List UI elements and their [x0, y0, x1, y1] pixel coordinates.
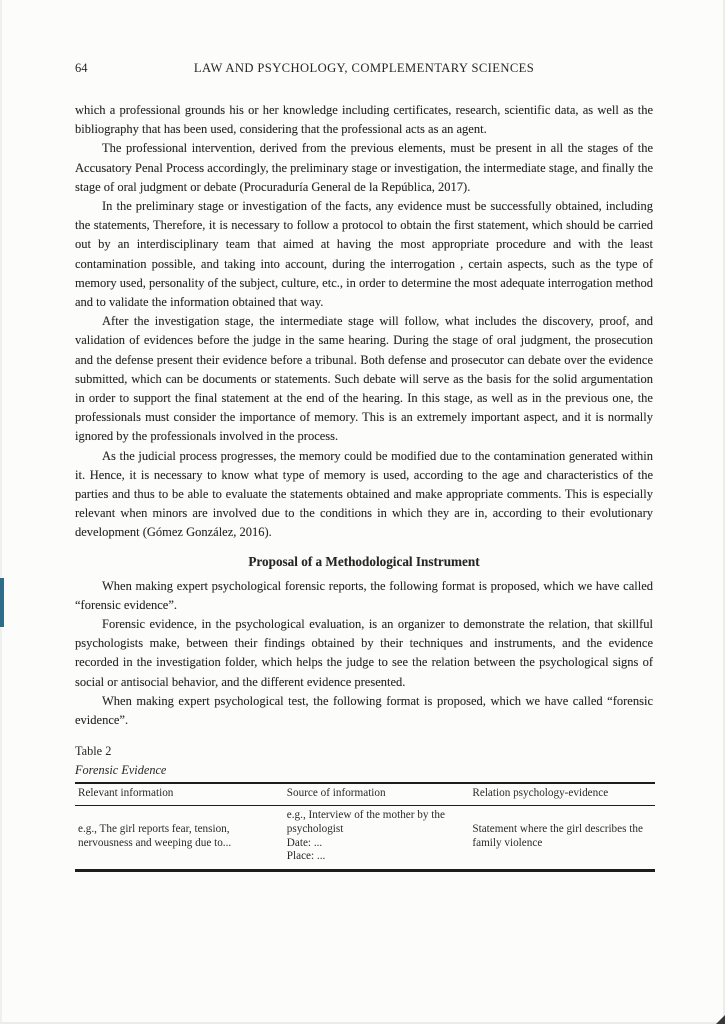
paragraph: When making expert psychological test, the following format is proposed, which we have called “forensic evidence”.	[75, 693, 653, 728]
page-body	[75, 101, 653, 872]
source-line: Place: ...	[286, 850, 326, 863]
section-heading: Proposal of a Methodological Instrument	[248, 553, 480, 569]
table-header-row	[75, 783, 655, 805]
page-number: 64	[75, 61, 88, 75]
paragraph: After the investigation stage, the intermediate stage will follow, what includes the discovery, proof, and validation of evidences before the judge in the same hearing. During the stage of oral judgment, the prosecution and the defense present their evidence before a tribunal. Both defense and prosecutor can debate over the evidence submitted, which can be documents or statements. Such debate will serve as the basis for the solid argumentation in order to support the final statement at the end of the hearing. In this stage, as well as in the previous one, the professionals must consider the importance of memory. This is an extremely important aspect, and it is normally ignored by the professionals involved in the process.	[75, 314, 653, 444]
forensic-evidence-table	[75, 782, 655, 872]
column-header-relevant: Relevant information	[75, 783, 284, 805]
table-row	[75, 806, 655, 871]
paragraph: As the judicial process progresses, the memory could be modified due to the contamination generated within it. Hence, it is necessary to know what type of memory is used, according to the age and characteristics of the parties and thus to be able to evaluate the statements obtained and make appropriate comments. This is especially relevant when minors are involved due to the conditions in which they are in, according to their evolutionary development (Gómez González, 2016).	[75, 448, 653, 540]
paragraph: Forensic evidence, in the psychological evaluation, is an organizer to demonstrate the relation, that skillful psychologists make, between their findings obtained by their techniques and instruments, and the evidence recorded in the investigation folder, which helps the judge to see the relation between the psychological signs of social or antisocial behavior, and the different evidence presented.	[75, 617, 653, 689]
source-line: Date: ...	[286, 836, 323, 849]
paragraph: In the preliminary stage or investigation of the facts, any evidence must be successfully obtained, including the statements, Therefore, it is necessary to follow a protocol to obtain the first statement, which should be carried out by an interdisciplinary team that aimed at having the most appropriate procedure and with the least contamination possible, and taking into account, during the interrogation , certain aspects, such as the type of memory used, personality of the subject, culture, etc., in order to determine the most adequate interrogation method and to validate the information obtained that way.	[75, 199, 653, 310]
scan-artifact-strip	[0, 578, 4, 627]
scan-artifact-corner	[716, 1015, 725, 1024]
column-header-relation: Relation psychology-evidence	[469, 783, 655, 805]
table-title: Forensic Evidence	[75, 763, 167, 778]
table-label: Table 2	[75, 744, 112, 759]
column-header-source: Source of information	[284, 783, 470, 805]
scan-edge-left	[0, 0, 2, 1024]
cell-source-of-information	[284, 806, 470, 871]
running-head: LAW AND PSYCHOLOGY, COMPLEMENTARY SCIENCES	[193, 61, 535, 75]
paragraph: The professional intervention, derived from the previous elements, must be present in all the stages of the Accusatory Penal Process accordingly, the preliminary stage or investigation, the intermediate stage, and finally the stage of oral judgment or debate (Procuraduría General de la República, 2017).	[75, 141, 653, 194]
cell-relevant-information: e.g., The girl reports fear, tension, nervousness and weeping due to...	[78, 822, 232, 849]
cell-relation-psychology-evidence: Statement where the girl describes the family violence	[472, 822, 643, 849]
paragraph: which a professional grounds his or her knowledge including certificates, research, scientific data, as well as the bibliography that has been used, considering that the professional acts as an agent.	[75, 103, 653, 137]
paragraph: When making expert psychological forensic reports, the following format is proposed, which we have called “forensic evidence”.	[75, 578, 653, 612]
source-line: e.g., Interview of the mother by the psychologist	[286, 809, 445, 835]
